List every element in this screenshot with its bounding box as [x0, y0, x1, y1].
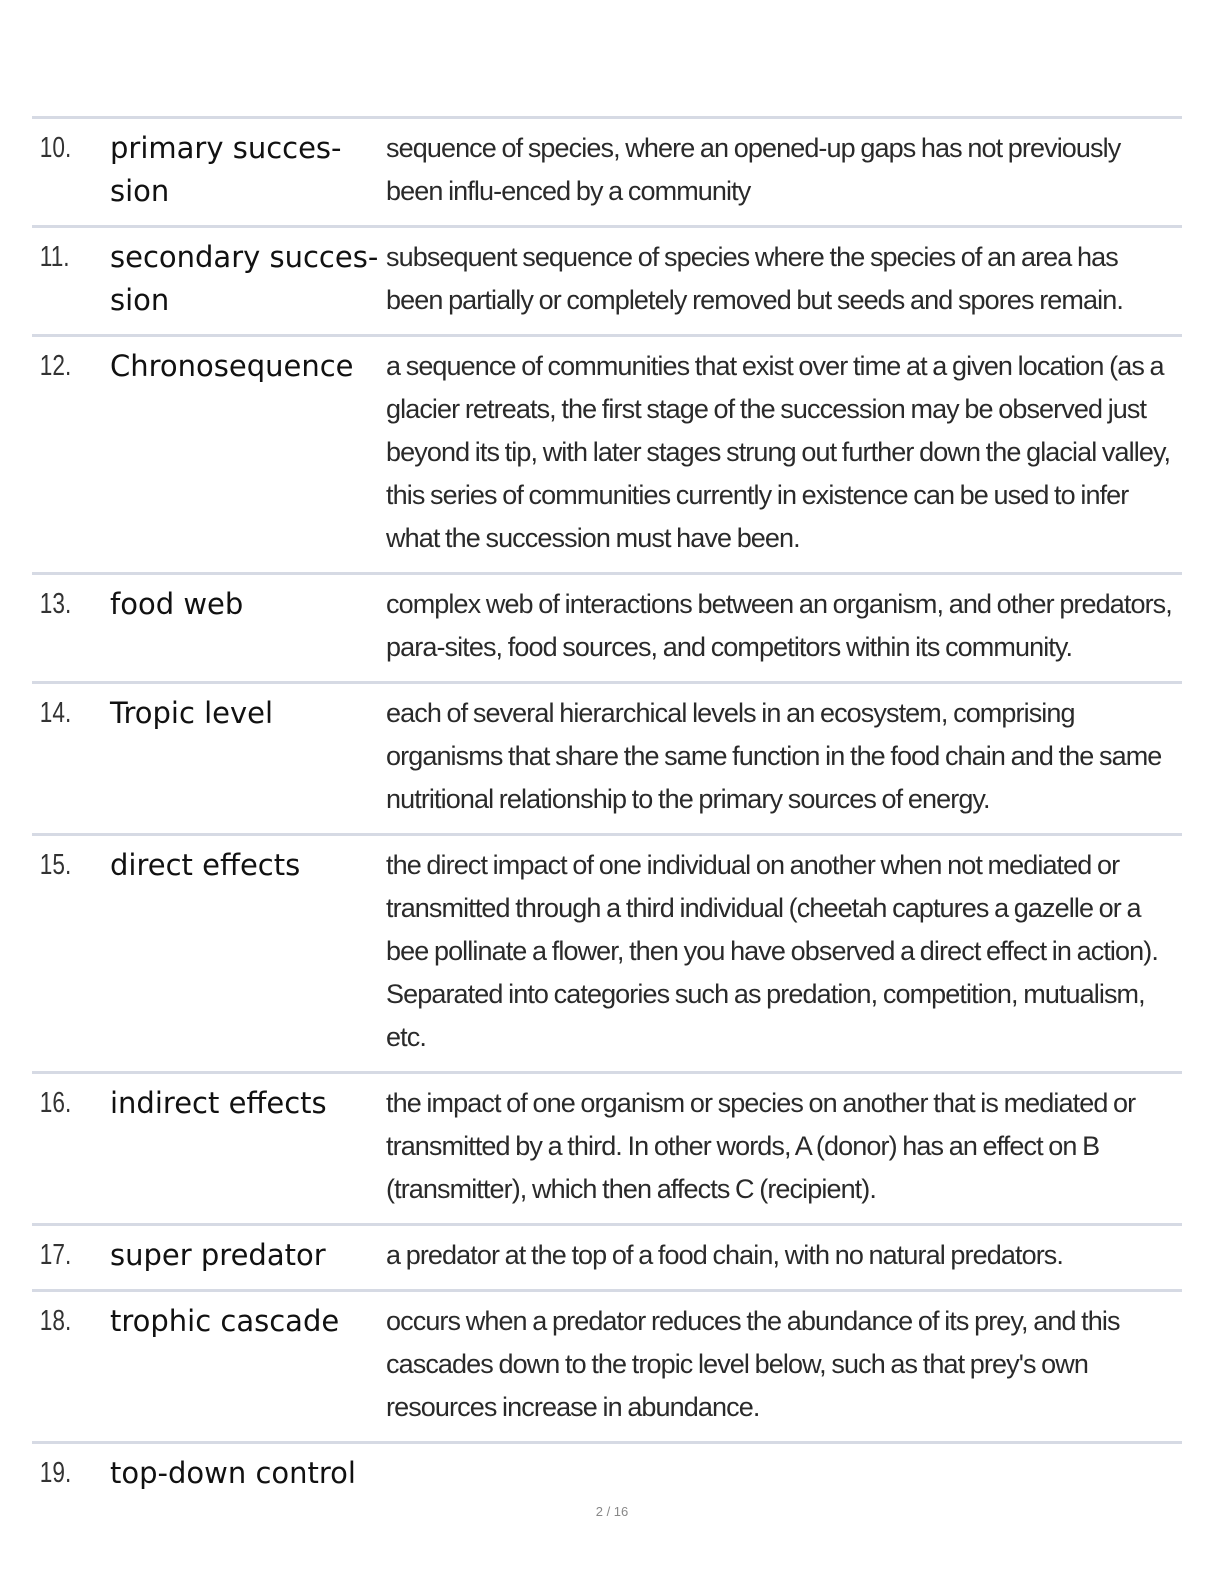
entry-number: 12. — [39, 350, 72, 382]
entry-term: food web — [110, 587, 244, 621]
entry-row — [32, 1074, 1182, 1223]
entry-number: 14. — [39, 697, 72, 729]
entry-definition: a predator at the top of a food chain, with no natural predators. — [386, 1240, 1063, 1270]
entry-row — [32, 228, 1182, 334]
entry-number: 17. — [39, 1239, 72, 1271]
entry-number: 18. — [39, 1305, 72, 1337]
glossary-list — [32, 116, 1182, 1507]
entry-term: primary succes- sion — [110, 131, 342, 208]
entry-term: super predator — [110, 1238, 326, 1272]
entry-number: 13. — [39, 588, 72, 620]
entry-row — [32, 684, 1182, 833]
entry-definition: subsequent sequence of species where the species of an area has been partially or completely removed but seeds and spores remain. — [386, 242, 1123, 315]
entry-term: top-down control — [110, 1456, 356, 1490]
entry-row — [32, 1444, 1182, 1507]
entry-definition: occurs when a predator reduces the abundance of its prey, and this cascades down to the tropic level below, such as that prey's own resources increase in abundance. — [386, 1306, 1120, 1422]
entry-number: 11. — [39, 241, 70, 273]
entry-term: secondary succes- sion — [110, 240, 379, 317]
entry-row — [32, 1226, 1182, 1289]
entry-number: 19. — [39, 1457, 72, 1489]
entry-row — [32, 575, 1182, 681]
entry-row — [32, 337, 1182, 572]
entry-number: 15. — [39, 849, 72, 881]
entry-number: 10. — [39, 132, 72, 164]
entry-term: indirect effects — [110, 1086, 327, 1120]
entry-definition: the impact of one organism or species on another that is mediated or transmitted by a third. In other words, A (donor) has an effect on B (transmitter), which then affects C (recipient). — [386, 1088, 1136, 1204]
entry-definition: the direct impact of one individual on another when not mediated or transmitted through a third individual (cheetah captures a gazelle or a bee pollinate a flower, then you have observed a direct effect in action). Separated into categories such as predation, competition, mutualism, etc. — [386, 850, 1158, 1052]
entry-definition: sequence of species, where an opened-up gaps has not previously been influ-enced by a community — [386, 133, 1121, 206]
entry-row — [32, 119, 1182, 225]
entry-term: Chronosequence — [110, 349, 354, 383]
entry-row — [32, 836, 1182, 1071]
entry-term: Tropic level — [110, 696, 274, 730]
entry-definition: a sequence of communities that exist over time at a given location (as a glacier retreats, the first stage of the succession may be observed just beyond its tip, with later stages strung out further down the glacial valley, this series of communities currently in existence can be used to infer what the succession must have been. — [386, 351, 1171, 553]
entry-definition: each of several hierarchical levels in an ecosystem, comprising organisms that share the same function in the food chain and the same nutritional relationship to the primary sources of energy. — [386, 698, 1162, 814]
entry-term: direct effects — [110, 848, 301, 882]
page-number: 2 / 16 — [595, 1504, 629, 1519]
entry-term: trophic cascade — [110, 1304, 340, 1338]
entry-number: 16. — [39, 1087, 72, 1119]
entry-row — [32, 1292, 1182, 1441]
entry-definition: complex web of interactions between an organism, and other predators, para-sites, food sources, and competitors within its community. — [386, 589, 1172, 662]
